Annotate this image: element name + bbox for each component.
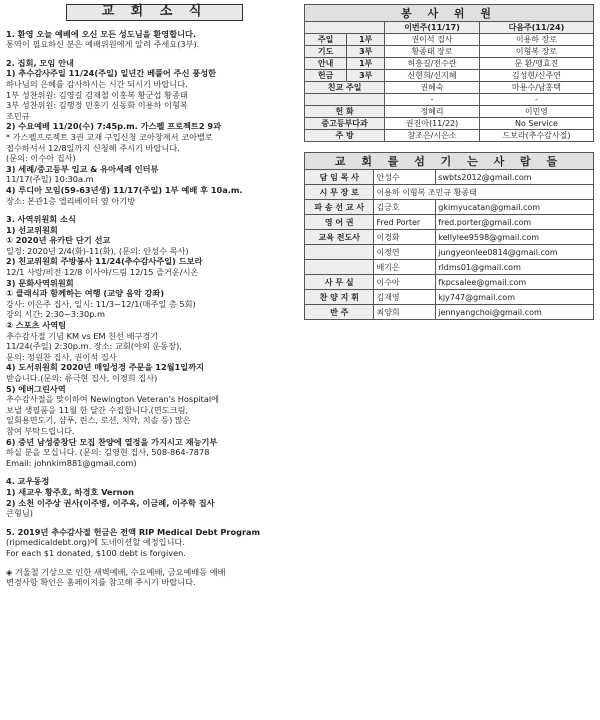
service-cell: 3부 bbox=[347, 46, 385, 58]
service-cell: 문 환/맹효진 bbox=[479, 58, 593, 70]
news-line: (문의: 이수아 집사) bbox=[6, 153, 76, 164]
service-cell: 헌금 bbox=[305, 70, 347, 82]
service-cell: 이민영 bbox=[479, 106, 593, 118]
contact-role: 교육 전도사 bbox=[305, 230, 374, 245]
news-line: 접수하셔서 12/8일까지 신청해 주시기 바랍니다. bbox=[6, 142, 180, 153]
service-row bbox=[305, 106, 594, 118]
news-line: Email: johnkim881@gmail.com) bbox=[6, 457, 137, 468]
contact-row bbox=[305, 245, 594, 260]
news-line: ◈ 겨울철 기상으로 인한 새벽예배, 수요예배, 금요예배등 예배 bbox=[6, 566, 226, 577]
news-line: 문의: 정원찬 집사, 권이석 집사 bbox=[6, 351, 117, 362]
news-line: 12/1 사랑/비전 12/8 이사야/드림 12/15 즐거운/시온 bbox=[6, 267, 199, 278]
news-line: 5. 2019년 추수감사절 헌금은 전액 RIP Medical Debt Program bbox=[6, 526, 261, 537]
news-line: 1. 환영 오늘 예배에 오신 모든 성도님을 환영합니다. bbox=[6, 28, 197, 39]
news-line: * 가스펠프로젝트 3권 교재 구입신청 코아창제서 코아밸로 bbox=[6, 131, 213, 142]
service-cell: 김성현/신주연 bbox=[479, 70, 593, 82]
service-cell: - bbox=[479, 94, 593, 106]
news-line: 장소: 본관1층 엘리베이터 옆 아기방 bbox=[6, 195, 136, 206]
contact-name: 이경화 bbox=[374, 230, 436, 245]
contact-name: 최양희 bbox=[374, 305, 436, 320]
news-line: 5) 에버그린사역 bbox=[6, 383, 66, 394]
news-line: ① 2020년 유카탄 단기 선교 bbox=[6, 235, 111, 246]
spacer bbox=[6, 50, 296, 58]
service-header: 봉 사 위 원 bbox=[305, 5, 594, 22]
contact-row bbox=[305, 290, 594, 305]
news-line: 일정: 2020년 2/4(화)-11(화), (문의: 안성수 목사) bbox=[6, 245, 189, 256]
service-cell: 권진아(11/22) bbox=[385, 118, 480, 130]
contact-email[interactable]: rldms01@gmail.com bbox=[436, 260, 594, 275]
news-line: 1) 추수감사주일 11/24(주일) 일년간 베풀어 주신 풍성한 bbox=[6, 68, 217, 79]
news-line: (ripmedicaldebt.org)에 도네이션할 예정입니다. bbox=[6, 537, 185, 548]
contact-row bbox=[305, 275, 594, 290]
service-table bbox=[304, 4, 594, 142]
news-line: For each $1 donated, $100 debt is forgiven. bbox=[6, 547, 186, 558]
service-row bbox=[305, 94, 594, 106]
news-line: 3) 세례/중고등부 입교 & 유아세례 인터뷰 bbox=[6, 163, 159, 174]
news-line: 받습니다.(문의: 류극현 집사, 이경희 집사) bbox=[6, 373, 158, 383]
contact-role bbox=[305, 260, 374, 275]
news-line: 추수감사절 기념 KM vs EM 친선 배구경기 bbox=[6, 330, 159, 341]
contact-row bbox=[305, 200, 594, 215]
spacer bbox=[6, 519, 296, 527]
news-line: 2. 집회, 모임 안내 bbox=[6, 57, 74, 68]
news-line: 2) 소천 이주상 권사(이주병, 이주옥, 이금례, 이주학 집사 bbox=[6, 497, 215, 508]
spacer bbox=[6, 468, 296, 476]
service-cell: 이용하 장로 bbox=[479, 34, 593, 46]
service-row bbox=[305, 130, 594, 142]
contact-name: 김재영 bbox=[374, 290, 436, 305]
news-line: 3) 문화사역위원회 bbox=[6, 277, 74, 288]
service-row bbox=[305, 34, 594, 46]
contact-role: 파 송 선 교 사 bbox=[305, 200, 374, 215]
news-line: 1부 성찬위원: 김영길 김재철 이홍복 황군섭 황종태 bbox=[6, 89, 188, 100]
service-cell: 신현희/신지혜 bbox=[385, 70, 480, 82]
contact-email[interactable]: swbts2012@gmail.com bbox=[436, 170, 594, 185]
service-cell: 친교 주일 bbox=[305, 82, 385, 94]
contacts-table bbox=[304, 152, 594, 320]
contact-role: 담 임 목 사 bbox=[305, 170, 374, 185]
service-cell: 허흥길/전수란 bbox=[385, 58, 480, 70]
service-corner bbox=[305, 22, 385, 34]
news-line: 추수감사절을 맞이하여 Newington Veteran's Hospital에 bbox=[6, 394, 220, 405]
contact-name: 배기은 bbox=[374, 260, 436, 275]
service-cell: 주 방 bbox=[305, 130, 385, 142]
news-line: 변경사항 확인은 홈페이지를 참고해 주시기 바랍니다. bbox=[6, 577, 196, 588]
contact-row bbox=[305, 185, 594, 200]
service-cell: 권이석 집사 bbox=[385, 34, 480, 46]
news-line: ② 스포츠 사역팀 bbox=[6, 320, 67, 331]
contact-name: 이정연 bbox=[374, 245, 436, 260]
news-line: 일회용면도기, 샴푸, 린스, 로션, 치약, 치솔 등) 많은 bbox=[6, 415, 191, 426]
service-and-contacts bbox=[304, 4, 594, 320]
contact-email[interactable]: jungyeonlee0814@gmail.com bbox=[436, 245, 594, 260]
news-line: 4. 교우동정 bbox=[6, 476, 50, 487]
service-cell: 참조은/시은소 bbox=[385, 130, 480, 142]
next-week-header: 다음주(11/24) bbox=[479, 22, 593, 34]
service-cell: - bbox=[385, 94, 480, 106]
news-line: 3. 사역위원회 소식 bbox=[6, 214, 76, 225]
news-line: 2) 친교위원회 주방봉사 11/24(추수감사주일) 드보라 bbox=[6, 256, 203, 267]
news-line: 4) 도서위원회 2020년 매일성경 주문을 12월1일까지 bbox=[6, 362, 205, 373]
service-cell: 기도 bbox=[305, 46, 347, 58]
service-cell: 이형복 장로 bbox=[479, 46, 593, 58]
contact-email[interactable]: fred.porter@gmail.com bbox=[436, 215, 594, 230]
service-cell: 권혜숙 bbox=[385, 82, 480, 94]
news-line: 강의 시간: 2:30~3:30p.m bbox=[6, 309, 106, 320]
contact-email[interactable]: gkimyucatan@gmail.com bbox=[436, 200, 594, 215]
contact-name: 이수아 bbox=[374, 275, 436, 290]
news-line: 11/17(주일) 10:30a.m bbox=[6, 174, 94, 185]
service-row bbox=[305, 46, 594, 58]
news-line: 2) 수요예배 11/20(수) 7:45p.m. 가스펠 프로젝트2 9과 bbox=[6, 121, 221, 132]
service-cell: 헌 화 bbox=[305, 106, 385, 118]
contact-row bbox=[305, 215, 594, 230]
contact-role: 반 주 bbox=[305, 305, 374, 320]
contact-role: 사 무 실 bbox=[305, 275, 374, 290]
service-cell: 1부 bbox=[347, 58, 385, 70]
contact-row bbox=[305, 305, 594, 320]
service-cell: 3부 bbox=[347, 70, 385, 82]
church-news-title: 교 회 소 식 bbox=[66, 4, 243, 21]
service-cell: 주일 bbox=[305, 34, 347, 46]
service-cell: 1부 bbox=[347, 34, 385, 46]
contact-role: 찬 양 지 휘 bbox=[305, 290, 374, 305]
contact-name: 이용하 이형복 조민규 황종태 bbox=[374, 185, 594, 200]
service-row bbox=[305, 58, 594, 70]
contact-role: 영 어 권 bbox=[305, 215, 374, 230]
service-cell: No Service bbox=[479, 118, 593, 130]
news-line: 보낼 생필품을 11월 한 달간 수집합니다.(면도크림, bbox=[6, 404, 189, 415]
news-line: 하실 분을 모십니다. (문의: 김영현 집사, 508-864-7878 bbox=[6, 447, 210, 458]
news-body bbox=[6, 29, 296, 588]
contact-row bbox=[305, 170, 594, 185]
service-row bbox=[305, 70, 594, 82]
service-cell: 드보라(추수감사절) bbox=[479, 130, 593, 142]
service-row bbox=[305, 82, 594, 94]
news-line: 참여 부탁드립니다. bbox=[6, 425, 75, 436]
contacts-header: 교 회 를 섬 기 는 사 람 들 bbox=[305, 153, 594, 170]
news-line: 3부 성찬위원: 김행정 민홍기 신동화 이용하 이형복 bbox=[6, 100, 188, 111]
service-row bbox=[305, 118, 594, 130]
contact-role: 시 무 장 로 bbox=[305, 185, 374, 200]
service-cell: 정혜리 bbox=[385, 106, 480, 118]
service-cell: 마용수/남홍택 bbox=[479, 82, 593, 94]
service-cell: 중고등부다과 bbox=[305, 118, 385, 130]
news-line: 통역이 필요하신 분은 예배위원에게 알려 주세요(3부). bbox=[6, 39, 200, 50]
contact-name: Fred Porter bbox=[374, 215, 436, 230]
church-news-column bbox=[6, 4, 296, 588]
news-line: 조민규 bbox=[6, 110, 30, 121]
contact-row bbox=[305, 260, 594, 275]
contact-row bbox=[305, 230, 594, 245]
spacer bbox=[6, 206, 296, 214]
this-week-header: 이번주(11/17) bbox=[385, 22, 480, 34]
news-line: 1) 새교우 황주호, 하경호 Vernon bbox=[6, 486, 134, 497]
service-cell bbox=[305, 94, 385, 106]
news-line: 강사: 이은주 집사, 일시: 11/3~12/1(매주일 총 5회) bbox=[6, 298, 196, 309]
contact-name: 김긍호 bbox=[374, 200, 436, 215]
spacer bbox=[6, 559, 296, 567]
news-line: 1) 선교위원회 bbox=[6, 224, 58, 235]
contact-role bbox=[305, 245, 374, 260]
news-line: 큰형님) bbox=[6, 508, 33, 519]
contact-email[interactable]: kjy747@gmail.com bbox=[436, 290, 594, 305]
news-line: 6) 중년 남성중창단 모집 찬양에 열정을 가지시고 재능기부 bbox=[6, 436, 218, 447]
contact-email[interactable]: jennyangchoi@gmail.com bbox=[436, 305, 594, 320]
news-line: 하나님의 은혜를 감사하시는 시간 되시기 바랍니다. bbox=[6, 78, 188, 89]
news-line: 4) 루디아 모임(59-63년생) 11/17(주일) 1부 예배 후 10a.m. bbox=[6, 184, 243, 195]
contact-email[interactable]: fkpcsalee@gmail.com bbox=[436, 275, 594, 290]
contact-name: 안성수 bbox=[374, 170, 436, 185]
news-line: 11/24(주일) 2:30p.m. 장소: 교회(야외 운동장), bbox=[6, 341, 182, 352]
contact-email[interactable]: kellylee9598@gmail.com bbox=[436, 230, 594, 245]
service-cell: 황종태 장로 bbox=[385, 46, 480, 58]
news-line: ① 클래식과 함께하는 여행 (교양 음악 강좌) bbox=[6, 288, 165, 299]
service-cell: 안내 bbox=[305, 58, 347, 70]
